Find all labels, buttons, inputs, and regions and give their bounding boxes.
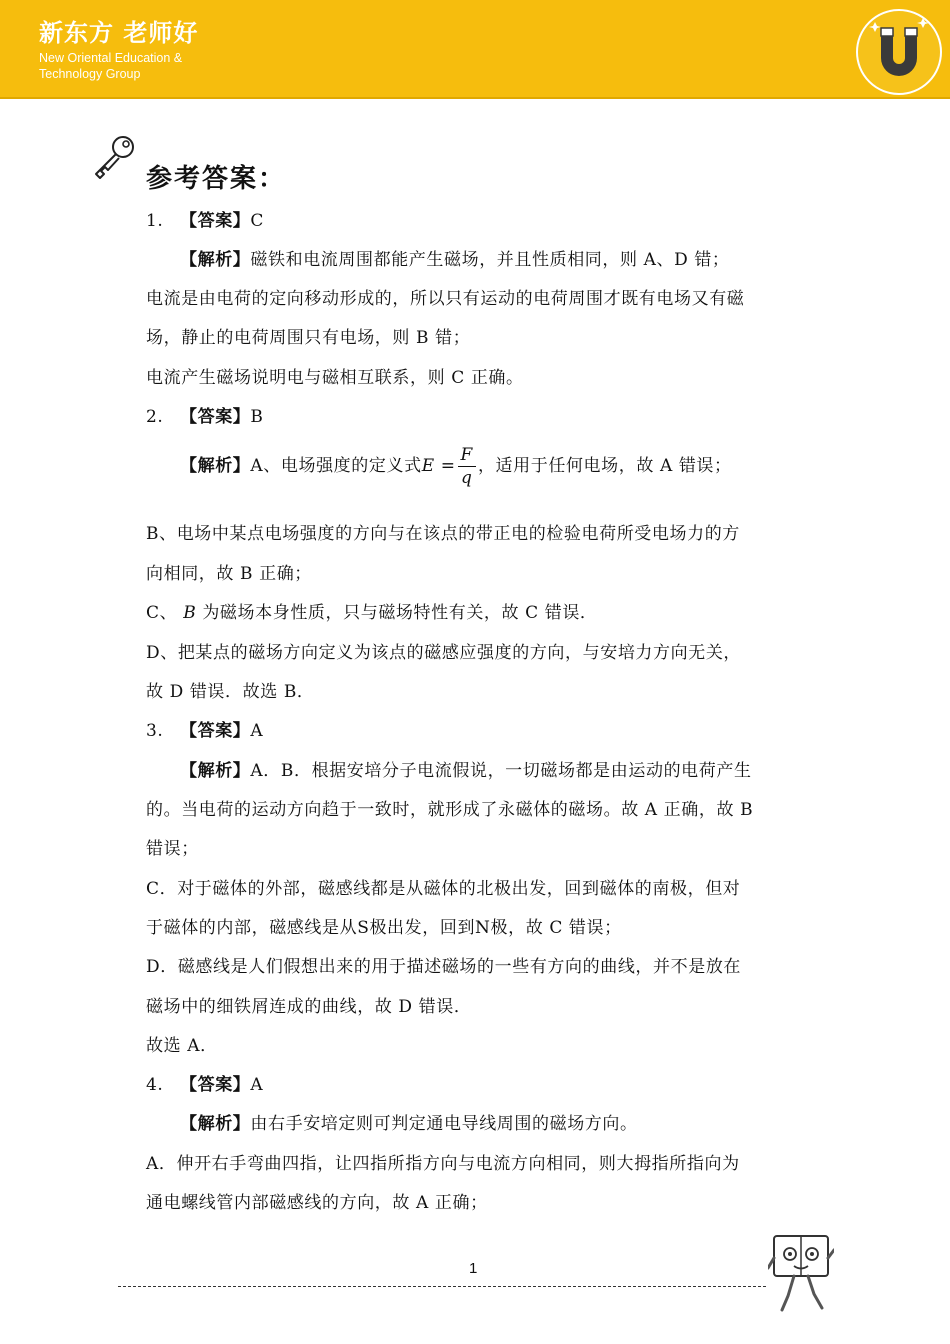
q3-analysis-line-3: 错误； <box>146 839 199 859</box>
q2-analysis-text: A、电场强度的定义式 <box>250 456 422 476</box>
q2-answer-label: 【答案】 <box>180 407 251 427</box>
q2-analysis-line <box>180 444 732 489</box>
formula-numerator: F <box>458 444 476 467</box>
q4-analysis-line-2: A．伸开右手弯曲四指，让四指所指方向与电流方向相同，则大拇指所指向为 <box>146 1154 740 1174</box>
q2-analysis-text-post: ，适用于任何电场，故 A 错误； <box>477 456 732 476</box>
page-number: 1 <box>469 1260 478 1277</box>
q1-answer: C <box>250 211 265 231</box>
brand-name-en: New Oriental Education & Technology Group <box>39 51 183 81</box>
q4-answer-line <box>146 1070 263 1095</box>
q3-analysis-line-2: 的。当电荷的运动方向趋于一致时，就形成了永磁体的磁场。故 A 正确，故 B <box>146 800 754 820</box>
q2-analysis-line-5: D、把某点的磁场方向定义为该点的磁感应强度的方向，与安培力方向无关， <box>146 643 742 663</box>
header-banner <box>0 0 950 99</box>
q3-number: 3. <box>146 721 164 741</box>
q1-analysis-text: 磁铁和电流周围都能产生磁场，并且性质相同，则 A、D 错； <box>250 250 730 270</box>
q3-analysis-line-7: 磁场中的细铁屑连成的曲线，故 D 错误． <box>146 997 472 1017</box>
q4-analysis-line <box>180 1109 638 1134</box>
q3-answer: A <box>250 721 264 741</box>
q1-analysis-line-4: 电流产生磁场说明电与磁相互联系，则 C 正确。 <box>146 368 524 388</box>
q3-analysis-line <box>180 756 752 781</box>
magnet-logo-icon <box>855 8 943 96</box>
q4-answer: A <box>250 1075 264 1095</box>
q1-analysis-line-2: 电流是由电荷的定向移动形成的，所以只有运动的电荷周围才既有电场又有磁 <box>146 289 745 309</box>
q3-analysis-text: A．B．根据安培分子电流假说，一切磁场都是由运动的电荷产生 <box>250 761 752 781</box>
formula-fraction <box>458 444 476 489</box>
q4-analysis-label: 【解析】 <box>180 1114 251 1134</box>
q2-answer-line <box>146 402 264 427</box>
q3-analysis-label: 【解析】 <box>180 761 251 781</box>
q1-number: 1. <box>146 211 164 231</box>
q3-analysis-line-8: 故选 A． <box>146 1036 218 1056</box>
formula-denominator: q <box>461 468 473 488</box>
book-mascot-icon <box>768 1232 834 1316</box>
q2-number: 2. <box>146 407 164 427</box>
q2-analysis-line-6: 故 D 错误．故选 B． <box>146 682 315 702</box>
footer-divider <box>118 1286 766 1287</box>
q1-analysis-line-3: 场，静止的电荷周围只有电场，则 B 错； <box>146 328 471 348</box>
q4-answer-label: 【答案】 <box>180 1075 251 1095</box>
q2-answer: B <box>250 407 264 427</box>
q1-answer-label: 【答案】 <box>180 211 251 231</box>
q2-c-prefix: C、 <box>146 603 184 623</box>
q3-analysis-line-5: 于磁体的内部，磁感线是从S极出发，回到N极，故 C 错误； <box>146 918 622 938</box>
q3-analysis-line-4: C．对于磁体的外部，磁感线都是从磁体的北极出发，回到磁体的南极，但对 <box>146 879 741 899</box>
q2-c-text: 为磁场本身性质，只与磁场特性有关，故 C 错误． <box>196 603 598 623</box>
q4-number: 4. <box>146 1075 164 1095</box>
q3-answer-label: 【答案】 <box>180 721 251 741</box>
q2-analysis-line-3: 向相同，故 B 正确； <box>146 564 312 584</box>
brand-name-cn: 新东方 老师好 <box>39 19 199 47</box>
key-icon <box>90 132 138 180</box>
q2-analysis-label: 【解析】 <box>180 456 251 476</box>
formula-lhs: E = <box>421 456 456 476</box>
q1-analysis-line <box>180 245 730 270</box>
q2-c-variable: B <box>183 603 197 623</box>
q3-analysis-line-6: D．磁感线是人们假想出来的用于描述磁场的一些有方向的曲线，并不是放在 <box>146 957 742 977</box>
q1-answer-line <box>146 206 264 231</box>
q3-answer-line <box>146 716 263 741</box>
section-title: 参考答案： <box>146 164 287 194</box>
q2-analysis-line-2: B、电场中某点电场强度的方向与在该点的带正电的检验电荷所受电场力的方 <box>146 524 740 544</box>
q4-analysis-line-3: 通电螺线管内部磁感线的方向，故 A 正确； <box>146 1193 488 1213</box>
q4-analysis-text: 由右手安培定则可判定通电导线周围的磁场方向。 <box>250 1114 638 1134</box>
q2-analysis-line-4 <box>146 598 598 623</box>
q1-analysis-label: 【解析】 <box>180 250 251 270</box>
